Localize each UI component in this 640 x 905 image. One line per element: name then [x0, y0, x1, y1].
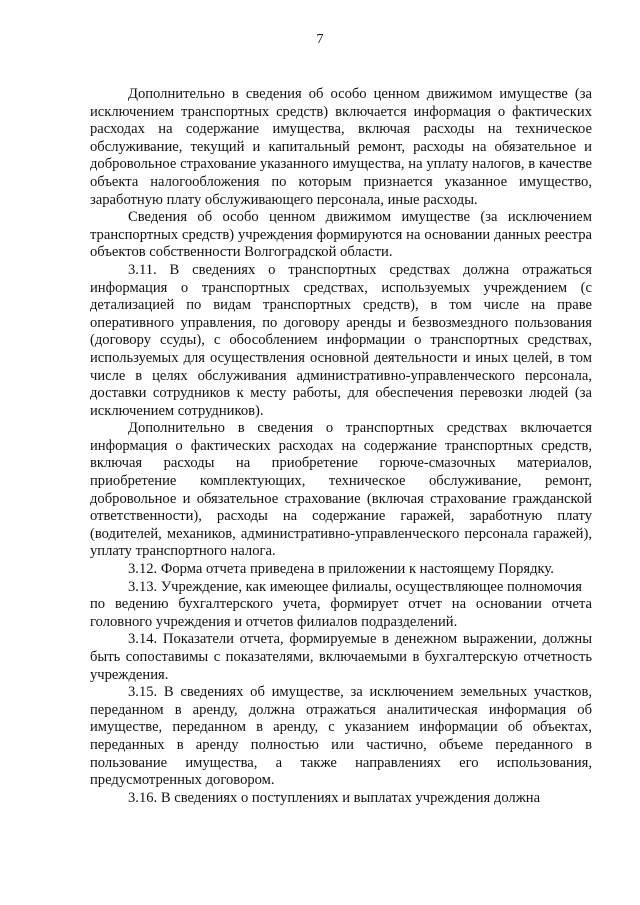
- paragraph-movable-property-source: Сведения об особо ценном движимом имуществе (за исключением транспортных средств) учреждения формируются на основании данных реестра объектов собственности Волгоградской области.: [90, 209, 592, 261]
- paragraph-3-14: 3.14. Показатели отчета, формируемые в денежном выражении, должны быть сопоставимы с показателями, включаемыми в бухгалтерскую отчетность учреждения.: [90, 631, 592, 683]
- paragraph-vehicle-expenses: Дополнительно в сведения о транспортных средствах включается информация о фактических расходах на содержание транспортных средств, включая расходы на приобретение горюче-смазочных материалов, приобретение комплектующих, техническое обслуживание, ремонт, добровольное и обязательное страхование (включая страхование гражданской ответственности), расходы на содержание гаражей, заработную плату (водителей, механиков, административно-управленческого персонала гаражей), уплату транспортного налога.: [90, 420, 592, 560]
- paragraph-3-15: 3.15. В сведениях об имуществе, за исключением земельных участков, переданном в аренду, должна отражаться аналитическая информация об имуществе, переданном в аренду, с указанием информации об объектах, переданных в аренду полностью или частично, объеме переданного в пользование имущества, а также направлениях его использования, предусмотренных договором.: [90, 684, 592, 789]
- paragraph-3-16: 3.16. В сведениях о поступлениях и выплатах учреждения должна: [128, 789, 541, 806]
- paragraph-3-13: 3.13. Учреждение, как имеющее филиалы, осуществляющее полномочия: [128, 578, 583, 595]
- page-number: 7: [316, 32, 324, 47]
- paragraph-3-13-continuation: по ведению бухгалтерского учета, формирует отчет на основании отчета головного учреждения и отчетов филиалов подразделений.: [90, 596, 592, 630]
- paragraph-3-12: 3.12. Форма отчета приведена в приложении к настоящему Порядку.: [128, 561, 554, 578]
- paragraph-movable-property-expenses: Дополнительно в сведения об особо ценном движимом имуществе (за исключением транспортных средств) включается информация о фактических расходах на содержание имущества, включая расходы на техническое обслуживание, текущий и капитальный ремонт, расходы на обязательное и добровольное страхование указанного имущества, на уплату налогов, в качестве объекта налогообложения по которым признается указанное имущество, заработную плату обслуживающего персонала, иные расходы.: [90, 86, 592, 208]
- paragraph-3-11: 3.11. В сведениях о транспортных средствах должна отражаться информация о транспортных средствах, используемых учреждением (с детализацией по видам транспортных средств), в том числе на праве оперативного управления, по договору аренды и безвозмездного пользования (договору ссуды), с обособлением информации о транспортных средствах, используемых для осуществления основной деятельности и иных целей, в том числе в целях обслуживания административно-управленческого персонала, доставки сотрудников к месту работы, для обеспечения перевозки людей (за исключением сотрудников).: [90, 261, 592, 419]
- document-body: [90, 86, 592, 807]
